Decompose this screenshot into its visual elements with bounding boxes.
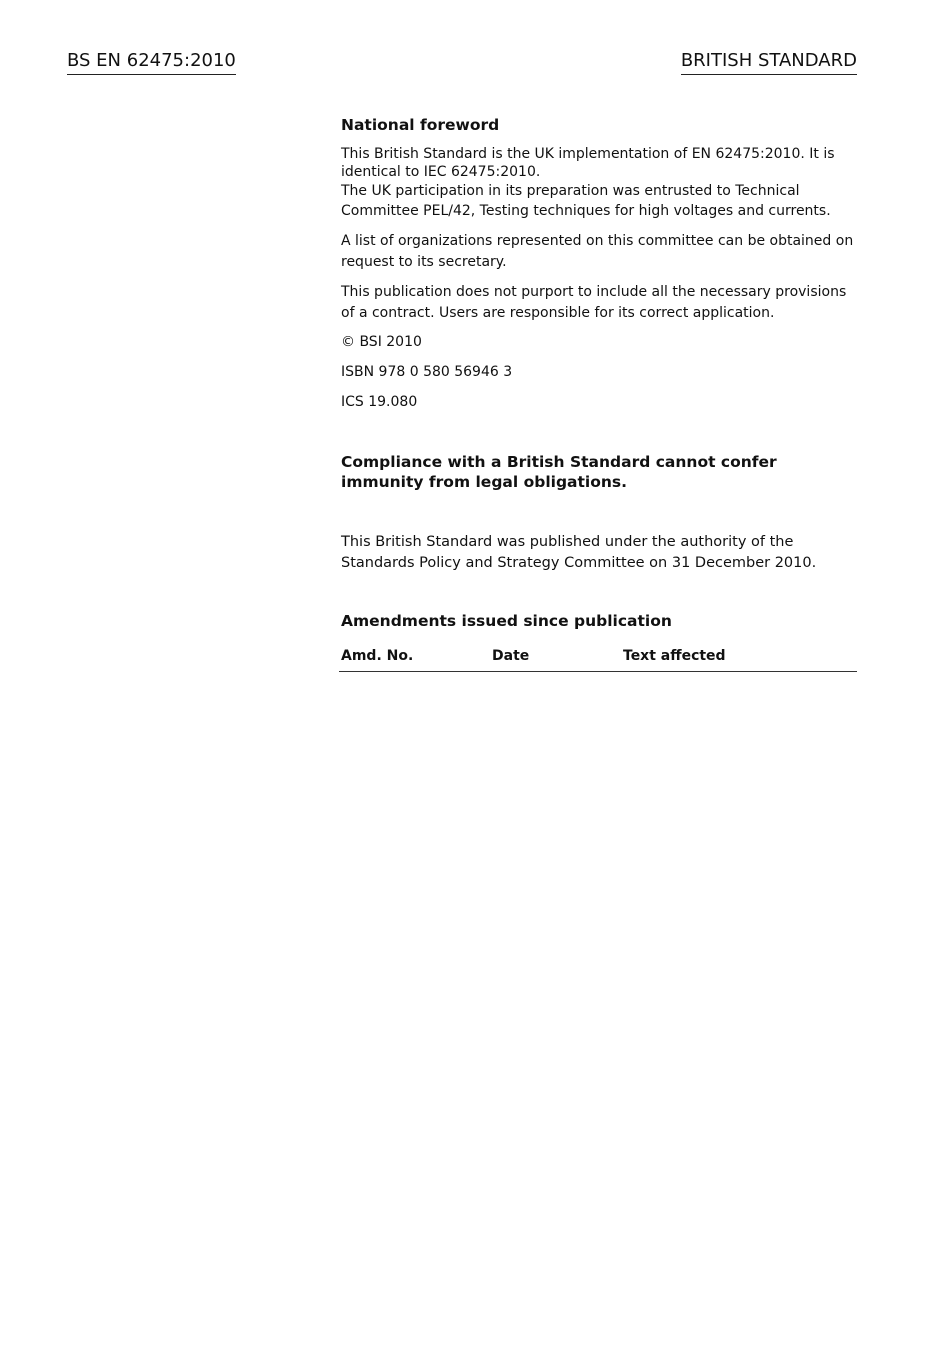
foreword-section	[341, 115, 857, 672]
header-standard-type: BRITISH STANDARD	[681, 50, 857, 75]
foreword-title: National foreword	[341, 116, 500, 134]
header-standard-number: BS EN 62475:2010	[67, 50, 236, 75]
ics-text: ICS 19.080	[341, 394, 418, 410]
isbn-text: ISBN 978 0 580 56946 3	[341, 364, 513, 380]
foreword-committee-text: The UK participation in its preparation was entrusted to Technical Committee PEL/42, Testing techniques for high voltages and currents.	[341, 183, 831, 219]
text-affected-column-header: Text affected	[623, 647, 726, 664]
compliance-notice: Compliance with a British Standard cannot confer immunity from legal obligations.	[341, 453, 777, 491]
amendments-title: Amendments issued since publication	[341, 612, 672, 630]
foreword-organizations-text: A list of organizations represented on this committee can be obtained on request to its secretary.	[341, 233, 854, 270]
foreword-implementation-text: This British Standard is the UK implementation of EN 62475:2010. It is identical to IEC 62475:2010.	[341, 146, 835, 180]
foreword-provisions-text: This publication does not purport to include all the necessary provisions of a contract. Users are responsible for its correct application.	[341, 284, 847, 321]
authority-text: This British Standard was published under the authority of the Standards Policy and Strategy Committee on 31 December 2010.	[341, 534, 817, 571]
date-column-header: Date	[492, 647, 530, 664]
amd-no-column-header: Amd. No.	[341, 647, 414, 664]
copyright-text: © BSI 2010	[341, 334, 422, 350]
amendments-table-header	[339, 647, 857, 672]
